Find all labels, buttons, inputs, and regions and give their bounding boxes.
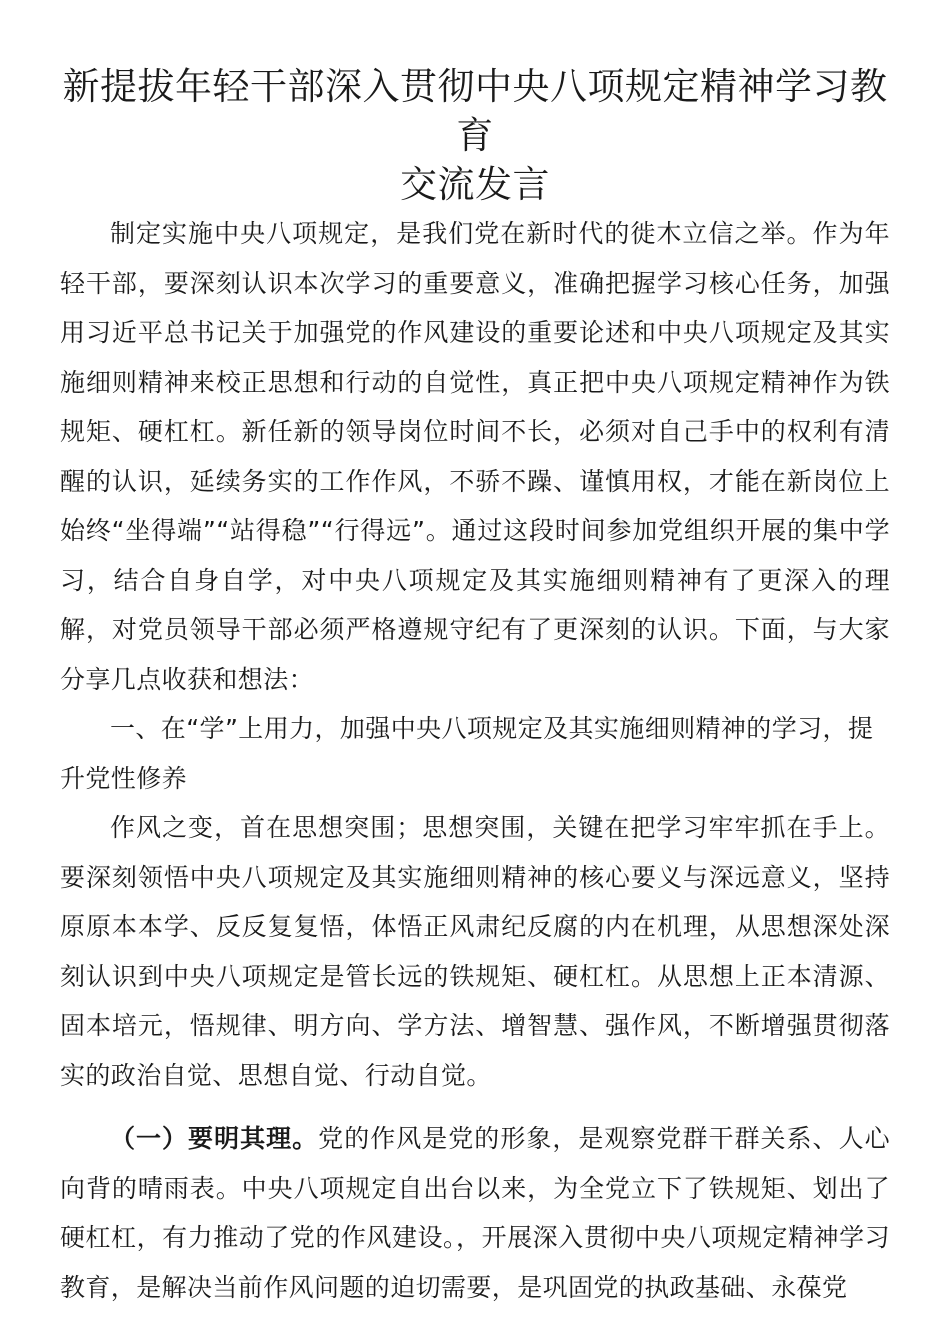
intro-paragraph: 制定实施中央八项规定，是我们党在新时代的徙木立信之举。作为年轻干部，要深刻认识本次学习的重要意义，准确把握学习核心任务，加强用习近平总书记关于加强党的作风建设的重要论述和中央八项规定及其实施细则精神来校正思想和行动的自觉性，真正把中央八项规定精神作为铁规矩、硬杠杠。新任新的领导岗位时间不长，必须对自己手中的权利有清醒的认识，延续务实的工作作风，不骄不躁、谨慎用权，才能在新岗位上始终“坐得端”“站得稳”“行得远”。通过这段时间参加党组织开展的集中学习，结合自身自学，对中央八项规定及其实施细则精神有了更深入的理解，对党员领导干部必须严格遵规守纪有了更深刻的认识。下面，与大家分享几点收获和想法： bbox=[60, 219, 890, 694]
document-title bbox=[60, 62, 890, 209]
document-page bbox=[60, 62, 890, 1312]
section-heading: 一、在“学”上用力，加强中央八项规定及其实施细则精神的学习，提升党性修养 bbox=[60, 714, 874, 793]
title-line-1: 新提拔年轻干部深入贯彻中央八项规定精神学习教育 bbox=[62, 65, 888, 157]
subsection-paragraph bbox=[60, 1114, 890, 1312]
title-line-2: 交流发言 bbox=[400, 163, 550, 206]
subsection-text: 党的作风是党的形象，是观察党群干群关系、人心向背的晴雨表。中央八项规定自出台以来，为全党立下了铁规矩、划出了硬杠杠，有力推动了党的作风建设。，开展深入贯彻中央八项规定精神学习教育，是解决当前作风问题的迫切需要，是巩固党的执政基础、永葆党 bbox=[60, 1124, 890, 1302]
subsection-label: （一）要明其理。 bbox=[110, 1124, 319, 1153]
section-paragraph: 作风之变，首在思想突围；思想突围，关键在把学习牢牢抓在手上。要深刻领悟中央八项规定及其实施细则精神的核心要义与深远意义，坚持原原本本学、反反复复悟，体悟正风肃纪反腐的内在机理，从思想深处深刻认识到中央八项规定是管长远的铁规矩、硬杠杠。从思想上正本清源、固本培元，悟规律、明方向、学方法、增智慧、强作风，不断增强贯彻落实的政治自觉、思想自觉、行动自觉。 bbox=[60, 813, 890, 1090]
